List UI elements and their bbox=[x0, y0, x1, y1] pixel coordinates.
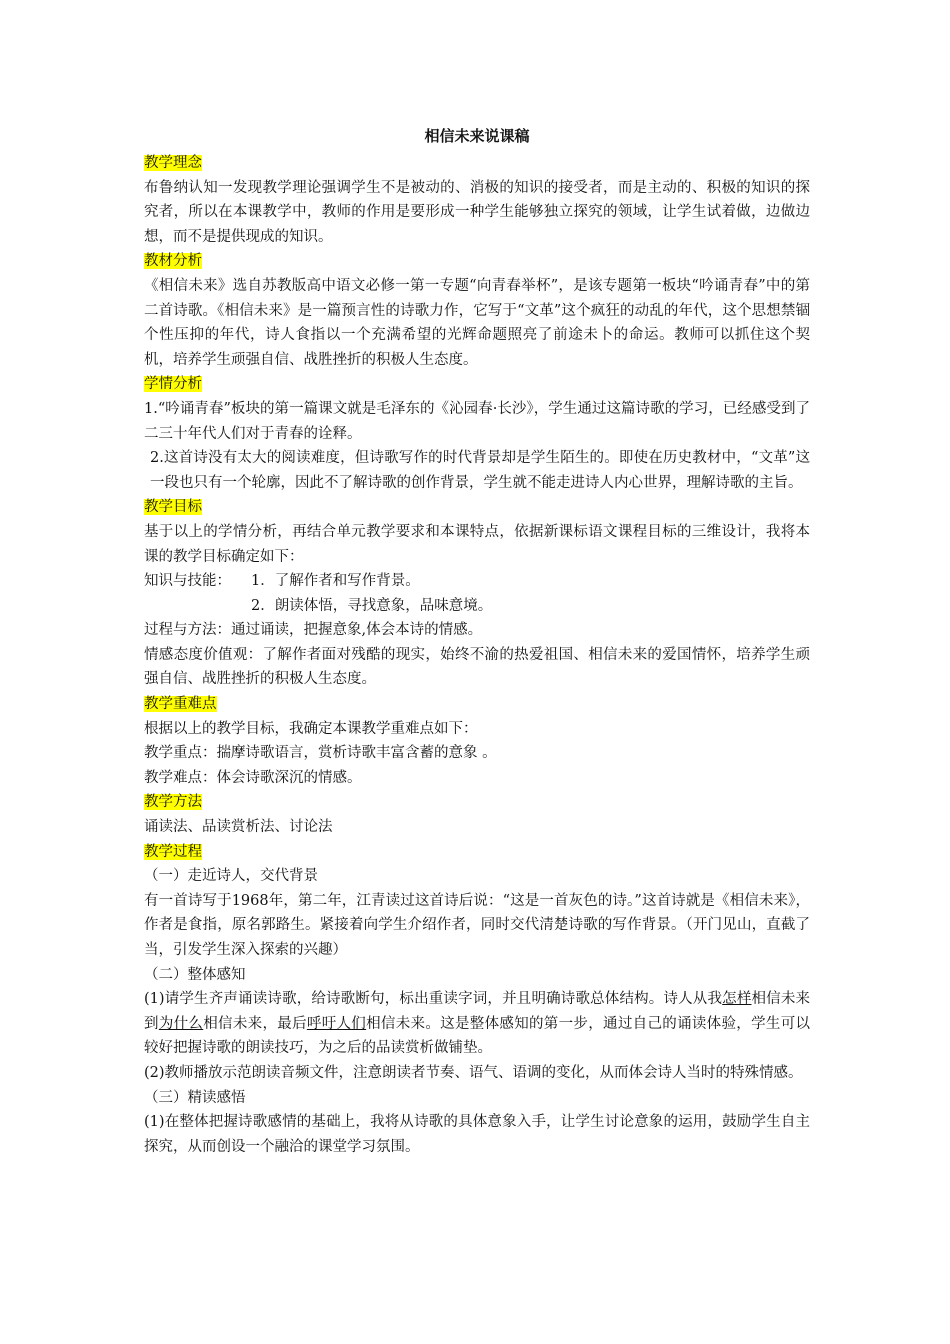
step2-text-d: 相信未来。这是整体感知的第一步，通过自己的诵读体验，学生可以较好把握诗歌的朗读技巧，为之后的品读赏析做铺垫。 bbox=[144, 1015, 811, 1057]
heading-students-text: 学情分析 bbox=[144, 376, 202, 393]
keypoints-key: 教学重点：揣摩诗歌语言，赏析诗歌丰富含蓄的意象 。 bbox=[144, 745, 497, 762]
process-step2-paragraph-2: (2)教师播放示范朗读音频文件，注意朗读者节奏、语气、语调的变化，从而体会诗人当时的特殊情感。 bbox=[144, 1064, 803, 1081]
philosophy-text: 布鲁纳认知一发现教学理论强调学生不是被动的、消极的知识的接受者，而是主动的、积极的知识的探究者，所以在本课教学中，教师的作用是要形成一种学生能够独立探究的领域，让学生试着做，边做边想，而不是提供现成的知识。 bbox=[144, 179, 810, 245]
students-paragraph-1: 1.“吟诵青春”板块的第一篇课文就是毛泽东的《沁园春·长沙》，学生通过这篇诗歌的学习，已经感受到了二三十年代人们对于青春的诠释。 bbox=[144, 400, 810, 442]
process-step2-title: （二）整体感知 bbox=[144, 966, 246, 983]
heading-philosophy-text: 教学理念 bbox=[144, 155, 202, 171]
heading-goals-text: 教学目标 bbox=[144, 499, 202, 516]
heading-methods-text: 教学方法 bbox=[144, 794, 202, 811]
step2-underline-why: 为什么 bbox=[158, 1015, 204, 1032]
heading-material-text: 教材分析 bbox=[144, 253, 202, 270]
heading-philosophy bbox=[144, 151, 810, 176]
step2-underline-appeal: 呼吁人们 bbox=[306, 1015, 367, 1032]
process-step2-paragraph-1 bbox=[144, 987, 810, 1061]
process-step3-title: （三）精读感悟 bbox=[144, 1089, 246, 1106]
goal-knowledge-row-1 bbox=[144, 569, 810, 594]
heading-material bbox=[144, 249, 810, 274]
heading-process bbox=[144, 840, 810, 865]
step2-text-a: (1)请学生齐声诵读诗歌，给诗歌断句，标出重读字词，并且明确诗歌总体结构。诗人从我 bbox=[144, 991, 723, 1008]
process-step1-text: 有一首诗写于1968年，第二年，江青读过这首诗后说：“这是一首灰色的诗。”这首诗就是《相信未来》，作者是食指，原名郭路生。紧接着向学生介绍作者，同时交代清楚诗歌的写作背景。（开门见山，直截了当，引发学生深入探索的兴趣） bbox=[144, 892, 810, 958]
document-title: 相信未来说课稿 bbox=[424, 127, 530, 145]
methods-text: 诵读法、品读赏析法、讨论法 bbox=[144, 819, 333, 836]
document-body bbox=[144, 124, 810, 1159]
heading-process-text: 教学过程 bbox=[144, 843, 202, 860]
keypoints-difficult: 教学难点：体会诗歌深沉的情感。 bbox=[144, 769, 362, 786]
students-paragraph-2: 2.这首诗没有太大的阅读难度，但诗歌写作的时代背景却是学生陌生的。即使在历史教材中，“文革”这一段也只有一个轮廓，因此不了解诗歌的创作背景，学生就不能走进诗人内心世界，理解诗歌的主旨。 bbox=[150, 450, 810, 491]
goal-emotion: 情感态度价值观：了解作者面对残酷的现实，始终不渝的热爱祖国、相信未来的爱国情怀，培养学生顽强自信、战胜挫折的积极人生态度。 bbox=[144, 646, 810, 688]
goals-intro: 基于以上的学情分析，再结合单元教学要求和本课特点，依据新课标语文课程目标的三维设计，我将本课的教学目标确定如下： bbox=[144, 523, 810, 565]
process-step3-paragraph-1: (1)在整体把握诗歌感情的基础上，我将从诗歌的具体意象入手，让学生讨论意象的运用，鼓励学生自主探究，从而创设一个融洽的课堂学习氛围。 bbox=[144, 1114, 810, 1155]
heading-students bbox=[144, 372, 810, 397]
goal-knowledge-label: 知识与技能： bbox=[144, 573, 231, 590]
goal-process: 过程与方法：通过诵读，把握意象,体会本诗的情感。 bbox=[144, 622, 483, 639]
heading-goals bbox=[144, 495, 810, 520]
heading-keypoints-text: 教学重难点 bbox=[144, 696, 217, 713]
material-text: 《相信未来》选自苏教版高中语文必修一第一专题“向青春举杯”，是该专题第一板块“吟诵青春”中的第二首诗歌。《相信未来》是一篇预言性的诗歌力作，它写于“文革”这个疯狂的动乱的年代，这个思想禁锢个性压抑的年代，诗人食指以一个充满希望的光辉命题照亮了前途未卜的命运。教师可以抓住这个契机，培养学生顽强自信、战胜挫折的积极人生态度。 bbox=[144, 277, 810, 368]
process-step1-title: （一）走近诗人，交代背景 bbox=[144, 868, 318, 885]
goal-knowledge-item-2: 2．朗读体悟，寻找意象，品味意境。 bbox=[251, 597, 493, 614]
keypoints-intro: 根据以上的教学目标，我确定本课教学重难点如下： bbox=[144, 720, 478, 737]
goal-knowledge-item-1: 1．了解作者和写作背景。 bbox=[251, 573, 420, 590]
step2-underline-how: 怎样 bbox=[722, 991, 752, 1008]
step2-text-b: 相信未来到 bbox=[144, 991, 811, 1032]
heading-keypoints bbox=[144, 692, 810, 717]
heading-methods bbox=[144, 790, 810, 815]
step2-text-c: 相信未来，最后 bbox=[203, 1015, 307, 1032]
goal-knowledge-row-2 bbox=[144, 594, 810, 619]
